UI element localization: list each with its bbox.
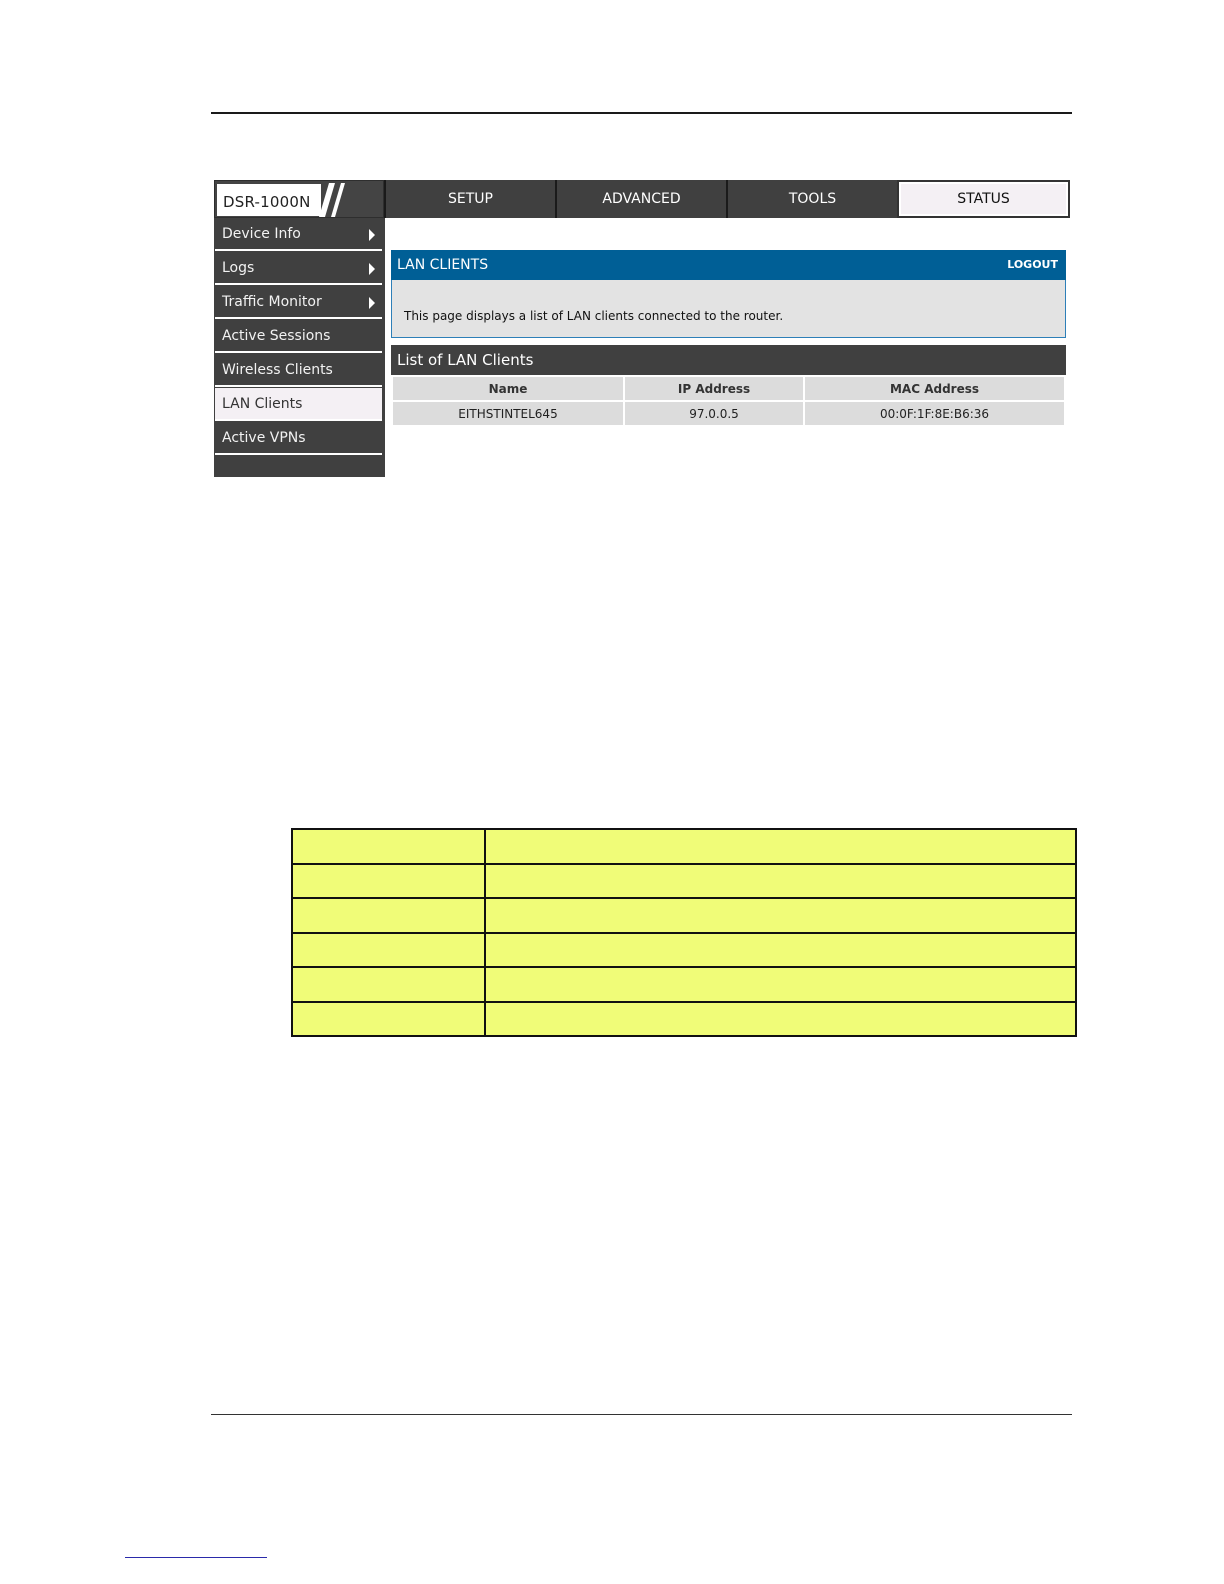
page-description: This page displays a list of LAN clients connected to the router. <box>404 309 784 323</box>
tab-tools[interactable]: TOOLS <box>726 180 897 218</box>
table-row <box>392 401 1065 426</box>
submenu-arrow-icon <box>369 263 375 275</box>
brand-slash-icon <box>319 183 355 217</box>
brand-box <box>214 180 384 218</box>
description-cell <box>485 1002 1076 1037</box>
table-row <box>292 864 1076 899</box>
tab-advanced[interactable]: ADVANCED <box>555 180 726 218</box>
sidebar-item-label: Device Info <box>222 225 301 242</box>
sidebar-item-label: Logs <box>222 259 255 276</box>
main-content <box>385 218 1070 477</box>
description-cell <box>485 933 1076 968</box>
field-cell <box>292 1002 485 1037</box>
sidebar-item-traffic-monitor[interactable] <box>215 286 382 319</box>
panel-header <box>391 250 1066 280</box>
page-title: LAN CLIENTS <box>397 257 489 273</box>
brand-label-box <box>217 184 321 216</box>
sidebar <box>214 218 385 477</box>
footer-rule <box>211 1414 1072 1415</box>
footer-link-underline[interactable] <box>125 1557 267 1558</box>
submenu-arrow-icon <box>369 297 375 309</box>
description-cell <box>485 829 1076 864</box>
sidebar-item-active-sessions[interactable] <box>215 320 382 353</box>
list-title: List of LAN Clients <box>397 351 534 369</box>
client-mac-cell: 00:0F:1F:8E:B6:36 <box>804 401 1065 426</box>
field-cell <box>292 864 485 899</box>
sidebar-item-logs[interactable] <box>215 252 382 285</box>
column-header-name: Name <box>392 376 624 401</box>
table-row <box>292 898 1076 933</box>
sidebar-item-lan-clients[interactable] <box>215 388 382 421</box>
client-name-cell: EITHSTINTEL645 <box>392 401 624 426</box>
description-cell <box>485 898 1076 933</box>
brand-name: DSR-1000N <box>223 193 311 211</box>
sidebar-item-label: Active Sessions <box>222 327 331 344</box>
sidebar-item-label: Traffic Monitor <box>222 293 322 310</box>
tab-status[interactable]: STATUS <box>897 180 1070 218</box>
panel-description-box <box>391 280 1066 338</box>
column-header-mac-address: MAC Address <box>804 376 1065 401</box>
field-cell <box>292 898 485 933</box>
logout-link[interactable]: LOGOUT <box>1007 258 1058 271</box>
router-ui <box>214 180 1070 477</box>
table-row <box>292 933 1076 968</box>
sidebar-item-device-info[interactable] <box>215 218 382 251</box>
table-header-row <box>392 376 1065 401</box>
field-cell <box>292 829 485 864</box>
list-header <box>391 345 1066 375</box>
description-cell <box>485 967 1076 1002</box>
sidebar-item-wireless-clients[interactable] <box>215 354 382 387</box>
table-row <box>292 829 1076 864</box>
field-cell <box>292 933 485 968</box>
tab-setup[interactable]: SETUP <box>384 180 555 218</box>
submenu-arrow-icon <box>369 229 375 241</box>
header-rule <box>211 112 1072 114</box>
description-cell <box>485 864 1076 899</box>
table-row <box>292 1002 1076 1037</box>
column-header-ip-address: IP Address <box>624 376 804 401</box>
table-row <box>292 967 1076 1002</box>
field-description-table <box>291 828 1077 1037</box>
sidebar-item-label: LAN Clients <box>222 395 303 412</box>
top-tabs <box>384 180 1070 218</box>
client-ip-cell: 97.0.0.5 <box>624 401 804 426</box>
sidebar-item-label: Active VPNs <box>222 429 306 446</box>
sidebar-item-active-vpns[interactable] <box>215 422 382 455</box>
field-cell <box>292 967 485 1002</box>
sidebar-item-label: Wireless Clients <box>222 361 333 378</box>
lan-clients-table <box>391 375 1066 427</box>
